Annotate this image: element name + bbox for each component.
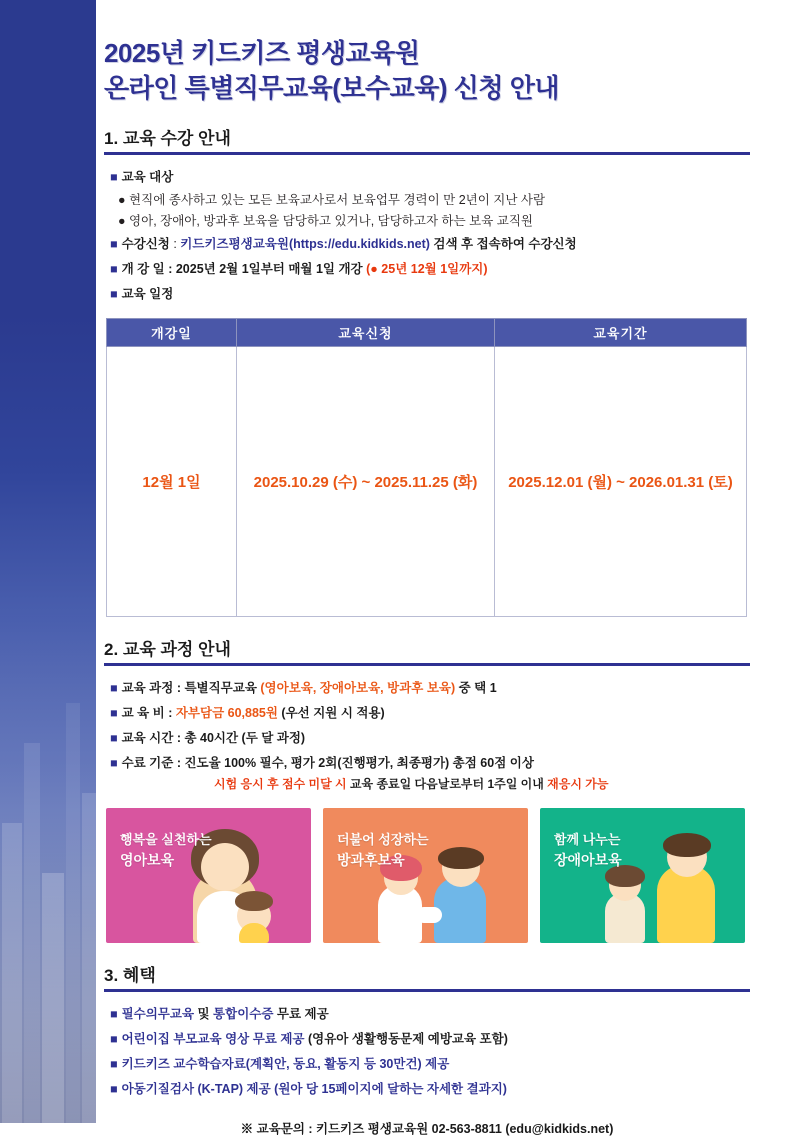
education-target-label: 교육 대상 [121, 170, 174, 185]
card-afterschool-text [337, 830, 429, 871]
retake-highlight-2: 재응시 가능 [547, 777, 609, 792]
card-special-needs-text [554, 830, 622, 871]
square-bullet-icon: ■ [110, 1032, 118, 1047]
benefit-4-hl: 아동기질검사 (K-TAP) 제공 (원아 당 15페이지에 달하는 자세한 결과지) [121, 1082, 507, 1097]
square-bullet-icon: ■ [110, 1007, 118, 1022]
benefit-item-1 [110, 1004, 750, 1024]
square-bullet-icon: ■ [110, 287, 118, 302]
course-label: 교육 과정 [121, 681, 174, 696]
apply-colon: : [169, 237, 181, 252]
benefit-1-mid: 및 [194, 1007, 214, 1022]
header-open-date: 개강일 [107, 319, 237, 347]
section-2-rule [104, 663, 750, 666]
cell-open-date: 12월 1일 [107, 347, 237, 617]
title-line-1: 2025년 키드키즈 평생교육원 [104, 38, 420, 68]
completion-label: 수료 기준 [121, 756, 174, 771]
square-bullet-icon: ■ [110, 756, 118, 771]
retake-note [214, 775, 750, 792]
card-infant-care [106, 808, 311, 943]
course-text-post: 중 택 1 [455, 681, 497, 696]
benefit-2-rest: (영유아 생활행동문제 예방교육 포함) [304, 1032, 508, 1047]
fee-amount: 자부담금 60,885원 [175, 706, 278, 721]
square-bullet-icon: ■ [110, 262, 118, 277]
benefit-item-3 [110, 1054, 750, 1074]
contact-footnote: ※ 교육문의 : 키드키즈 평생교육원 02-563-8811 (edu@kidkids.net) [240, 1122, 614, 1137]
header-apply-period: 교육신청 [237, 319, 495, 347]
card-special-needs-line2: 장애아보육 [554, 851, 622, 868]
square-bullet-icon: ■ [110, 731, 118, 746]
cell-apply-period: 2025.10.29 (수) ~ 2025.11.25 (화) [237, 347, 495, 617]
open-date-note: (● 25년 12월 1일까지) [366, 262, 488, 277]
open-date-block [110, 259, 750, 279]
fee-text-pre: : [164, 706, 176, 721]
retake-highlight-1: 시험 응시 후 점수 미달 시 [214, 777, 347, 792]
fee-text-post: (우선 지원 시 적용) [277, 706, 385, 721]
card-infant-line1: 행복을 실천하는 [120, 832, 212, 848]
dot-bullet-icon: ● [118, 214, 126, 229]
retake-middle: 교육 종료일 다음날로부터 1주일 이내 [346, 777, 548, 792]
card-afterschool-care [323, 808, 528, 943]
schedule-table [106, 318, 747, 617]
completion-text: : 진도율 100% 필수, 평가 2회(진행평가, 최종평가) 총점 60점 이상 [173, 756, 534, 771]
education-target-block [110, 167, 750, 187]
square-bullet-icon: ■ [110, 1082, 118, 1097]
target-item-1-text: 현직에 종사하고 있는 모든 보육교사로서 보육업무 경력이 만 2년이 지난 사람 [129, 193, 546, 208]
course-card-list [106, 808, 750, 943]
target-item-2 [118, 211, 750, 229]
title-line-2: 온라인 특별직무교육(보수교육) 신청 안내 [104, 73, 559, 104]
square-bullet-icon: ■ [110, 170, 118, 185]
benefit-1-hl: 필수의무교육 [121, 1007, 195, 1022]
card-afterschool-line2: 방과후보육 [337, 851, 405, 868]
open-date-label: 개 강 일 [121, 262, 165, 277]
card-infant-text [120, 830, 212, 871]
section-1-rule [104, 152, 750, 155]
cell-course-period: 2025.12.01 (월) ~ 2026.01.31 (토) [495, 347, 747, 617]
left-decorative-band [0, 0, 96, 1123]
table-row [107, 347, 747, 617]
section-2-heading: 2. 교육 과정 안내 [104, 640, 231, 660]
card-special-needs-line1: 함께 나누는 [554, 832, 621, 848]
course-block [110, 678, 750, 698]
square-bullet-icon: ■ [110, 706, 118, 721]
target-item-2-text: 영아, 장애아, 방과후 보육을 담당하고 있거나, 담당하고자 하는 보육 교직원 [129, 214, 533, 229]
fee-block [110, 703, 750, 723]
card-infant-line2: 영아보육 [120, 851, 175, 868]
section-3-rule [104, 989, 750, 992]
square-bullet-icon: ■ [110, 237, 118, 252]
card-special-needs-care [540, 808, 745, 943]
schedule-label: 교육 일정 [121, 287, 174, 302]
cityscape-graphic [0, 603, 96, 1123]
benefit-3-hl: 키드키즈 교수학습자료(계획안, 동요, 활동지 등 30만건) 제공 [121, 1057, 450, 1072]
section-1-heading: 1. 교육 수강 안내 [104, 129, 231, 149]
square-bullet-icon: ■ [110, 1057, 118, 1072]
apply-label: 수강신청 [121, 237, 170, 252]
open-date-text: : 2025년 2월 1일부터 매월 1일 개강 [164, 262, 367, 277]
square-bullet-icon: ■ [110, 681, 118, 696]
schedule-block [110, 284, 750, 304]
benefit-item-4 [110, 1079, 750, 1099]
course-text-pre: : 특별직무교육 [173, 681, 261, 696]
card-afterschool-line1: 더불어 성장하는 [337, 832, 429, 848]
target-item-1 [118, 190, 750, 208]
header-course-period: 교육기간 [495, 319, 747, 347]
benefit-2-hl: 어린이집 부모교육 영상 무료 제공 [121, 1032, 305, 1047]
hours-label: 교육 시간 [121, 731, 174, 746]
table-header-row [107, 319, 747, 347]
fee-label: 교 육 비 [121, 706, 165, 721]
completion-block [110, 753, 750, 773]
document-content [104, 0, 750, 1137]
apply-rest: 검색 후 접속하여 수강신청 [429, 237, 577, 252]
hours-text: : 총 40시간 (두 달 과정) [173, 731, 306, 746]
course-text-highlight: (영아보육, 장애아보육, 방과후 보육) [260, 681, 456, 696]
apply-block [110, 234, 750, 254]
hours-block [110, 728, 750, 748]
benefit-1-rest: 무료 제공 [273, 1007, 329, 1022]
document-title [104, 36, 750, 106]
apply-link[interactable]: 키드키즈평생교육원(https://edu.kidkids.net) [180, 237, 430, 252]
benefit-1-hl2: 통합이수증 [213, 1007, 274, 1022]
benefit-item-2 [110, 1029, 750, 1049]
section-3-heading: 3. 혜택 [104, 966, 156, 986]
dot-bullet-icon: ● [118, 193, 126, 208]
